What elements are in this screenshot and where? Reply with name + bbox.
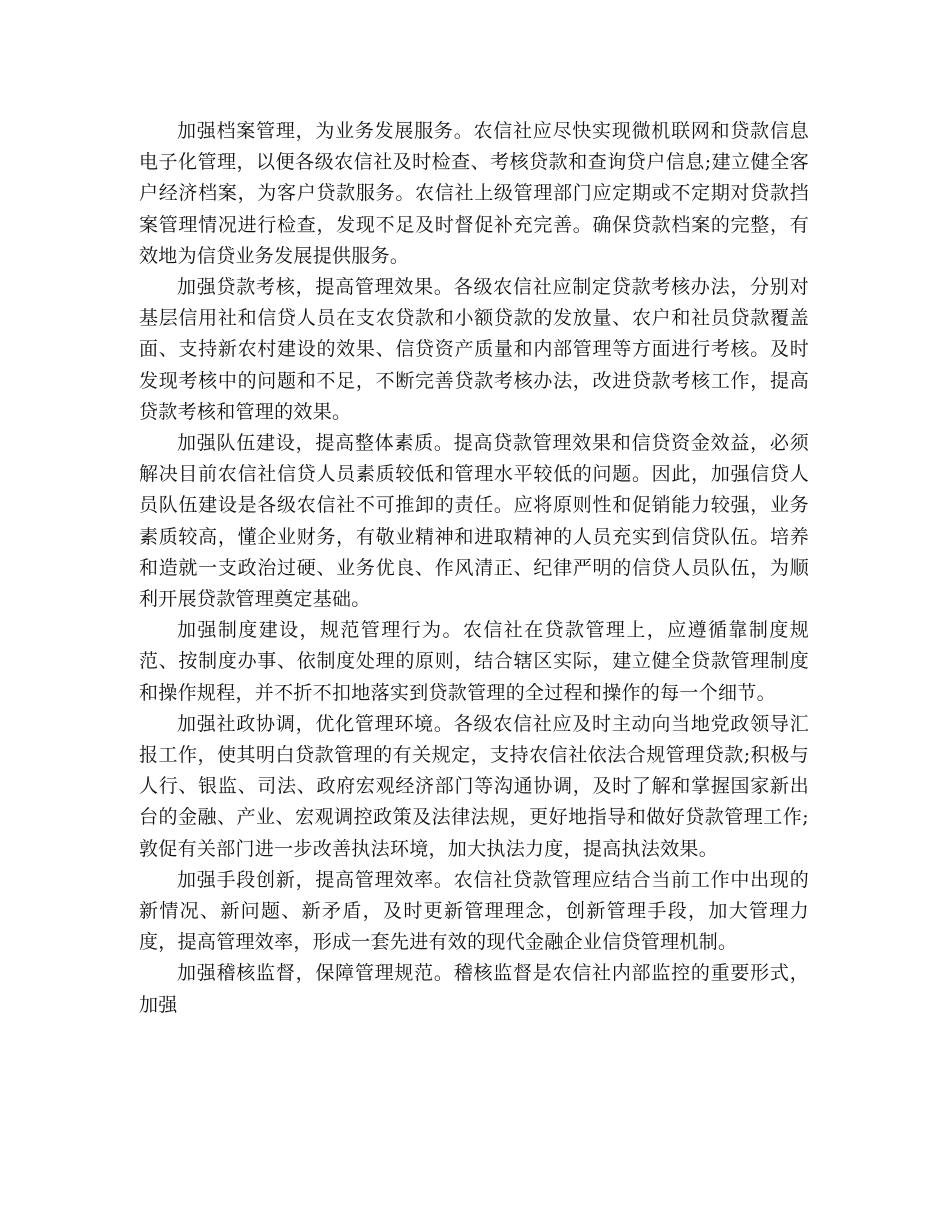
paragraph-audit-supervision: 加强稽核监督，保障管理规范。稽核监督是农信社内部监控的重要形式，加强 [139,962,809,1016]
paragraph-loan-assessment: 加强贷款考核，提高管理效果。各级农信社应制定贷款考核办法，分别对基层信用社和信贷人员在支农贷款和小额贷款的发放量、农户和社员贷款覆盖面、支持新农村建设的效果、信贷资产质量和内部管理等方面进行考核。及时发现考核中的问题和不足，不断完善贷款考核办法，改进贷款考核工作，提高贷款考核和管理的效果。 [139,276,809,423]
paragraph-system-building: 加强制度建设，规范管理行为。农信社在贷款管理上，应遵循靠制度规范、按制度办事、依制度处理的原则，结合辖区实际，建立健全贷款管理制度和操作规程，并不折不扣地落实到贷款管理的全过程和操作的每一个细节。 [139,619,809,704]
paragraph-government-coordination: 加强社政协调，优化管理环境。各级农信社应及时主动向当地党政领导汇报工作，使其明白贷款管理的有关规定，支持农信社依法合规管理贷款;积极与人行、银监、司法、政府宏观经济部门等沟通协调，及时了解和掌握国家新出台的金融、产业、宏观调控政策及法律法规，更好地指导和做好贷款管理工作;敦促有关部门进一步改善执法环境，加大执法力度，提高执法效果。 [139,712,809,860]
document-body [139,116,809,1021]
paragraph-archive-management: 加强档案管理，为业务发展服务。农信社应尽快实现微机联网和贷款信息电子化管理，以便各级农信社及时检查、考核贷款和查询贷户信息;建立健全客户经济档案，为客户贷款服务。农信社上级管理部门应定期或不定期对贷款挡案管理情况进行检查，发现不足及时督促补充完善。确保贷款档案的完整，有效地为信贷业务发展提供服务。 [139,120,809,267]
paragraph-team-building: 加强队伍建设，提高整体素质。提高贷款管理效果和信贷资金效益，必须解决目前农信社信贷人员素质较低和管理水平较低的问题。因此，加强信贷人员队伍建设是各级农信社不可推卸的责任。应将原则性和促销能力较强，业务素质较高，懂企业财务，有敬业精神和进取精神的人员充实到信贷队伍。培养和造就一支政治过硬、业务优良、作风清正、纪律严明的信贷人员队伍，为顺利开展贷款管理奠定基础。 [139,432,809,611]
paragraph-method-innovation: 加强手段创新，提高管理效率。农信社贷款管理应结合当前工作中出现的新情况、新问题、新矛盾，及时更新管理理念，创新管理手段，加大管理力度，提高管理效率，形成一套先进有效的现代金融企业信贷管理机制。 [139,868,809,954]
